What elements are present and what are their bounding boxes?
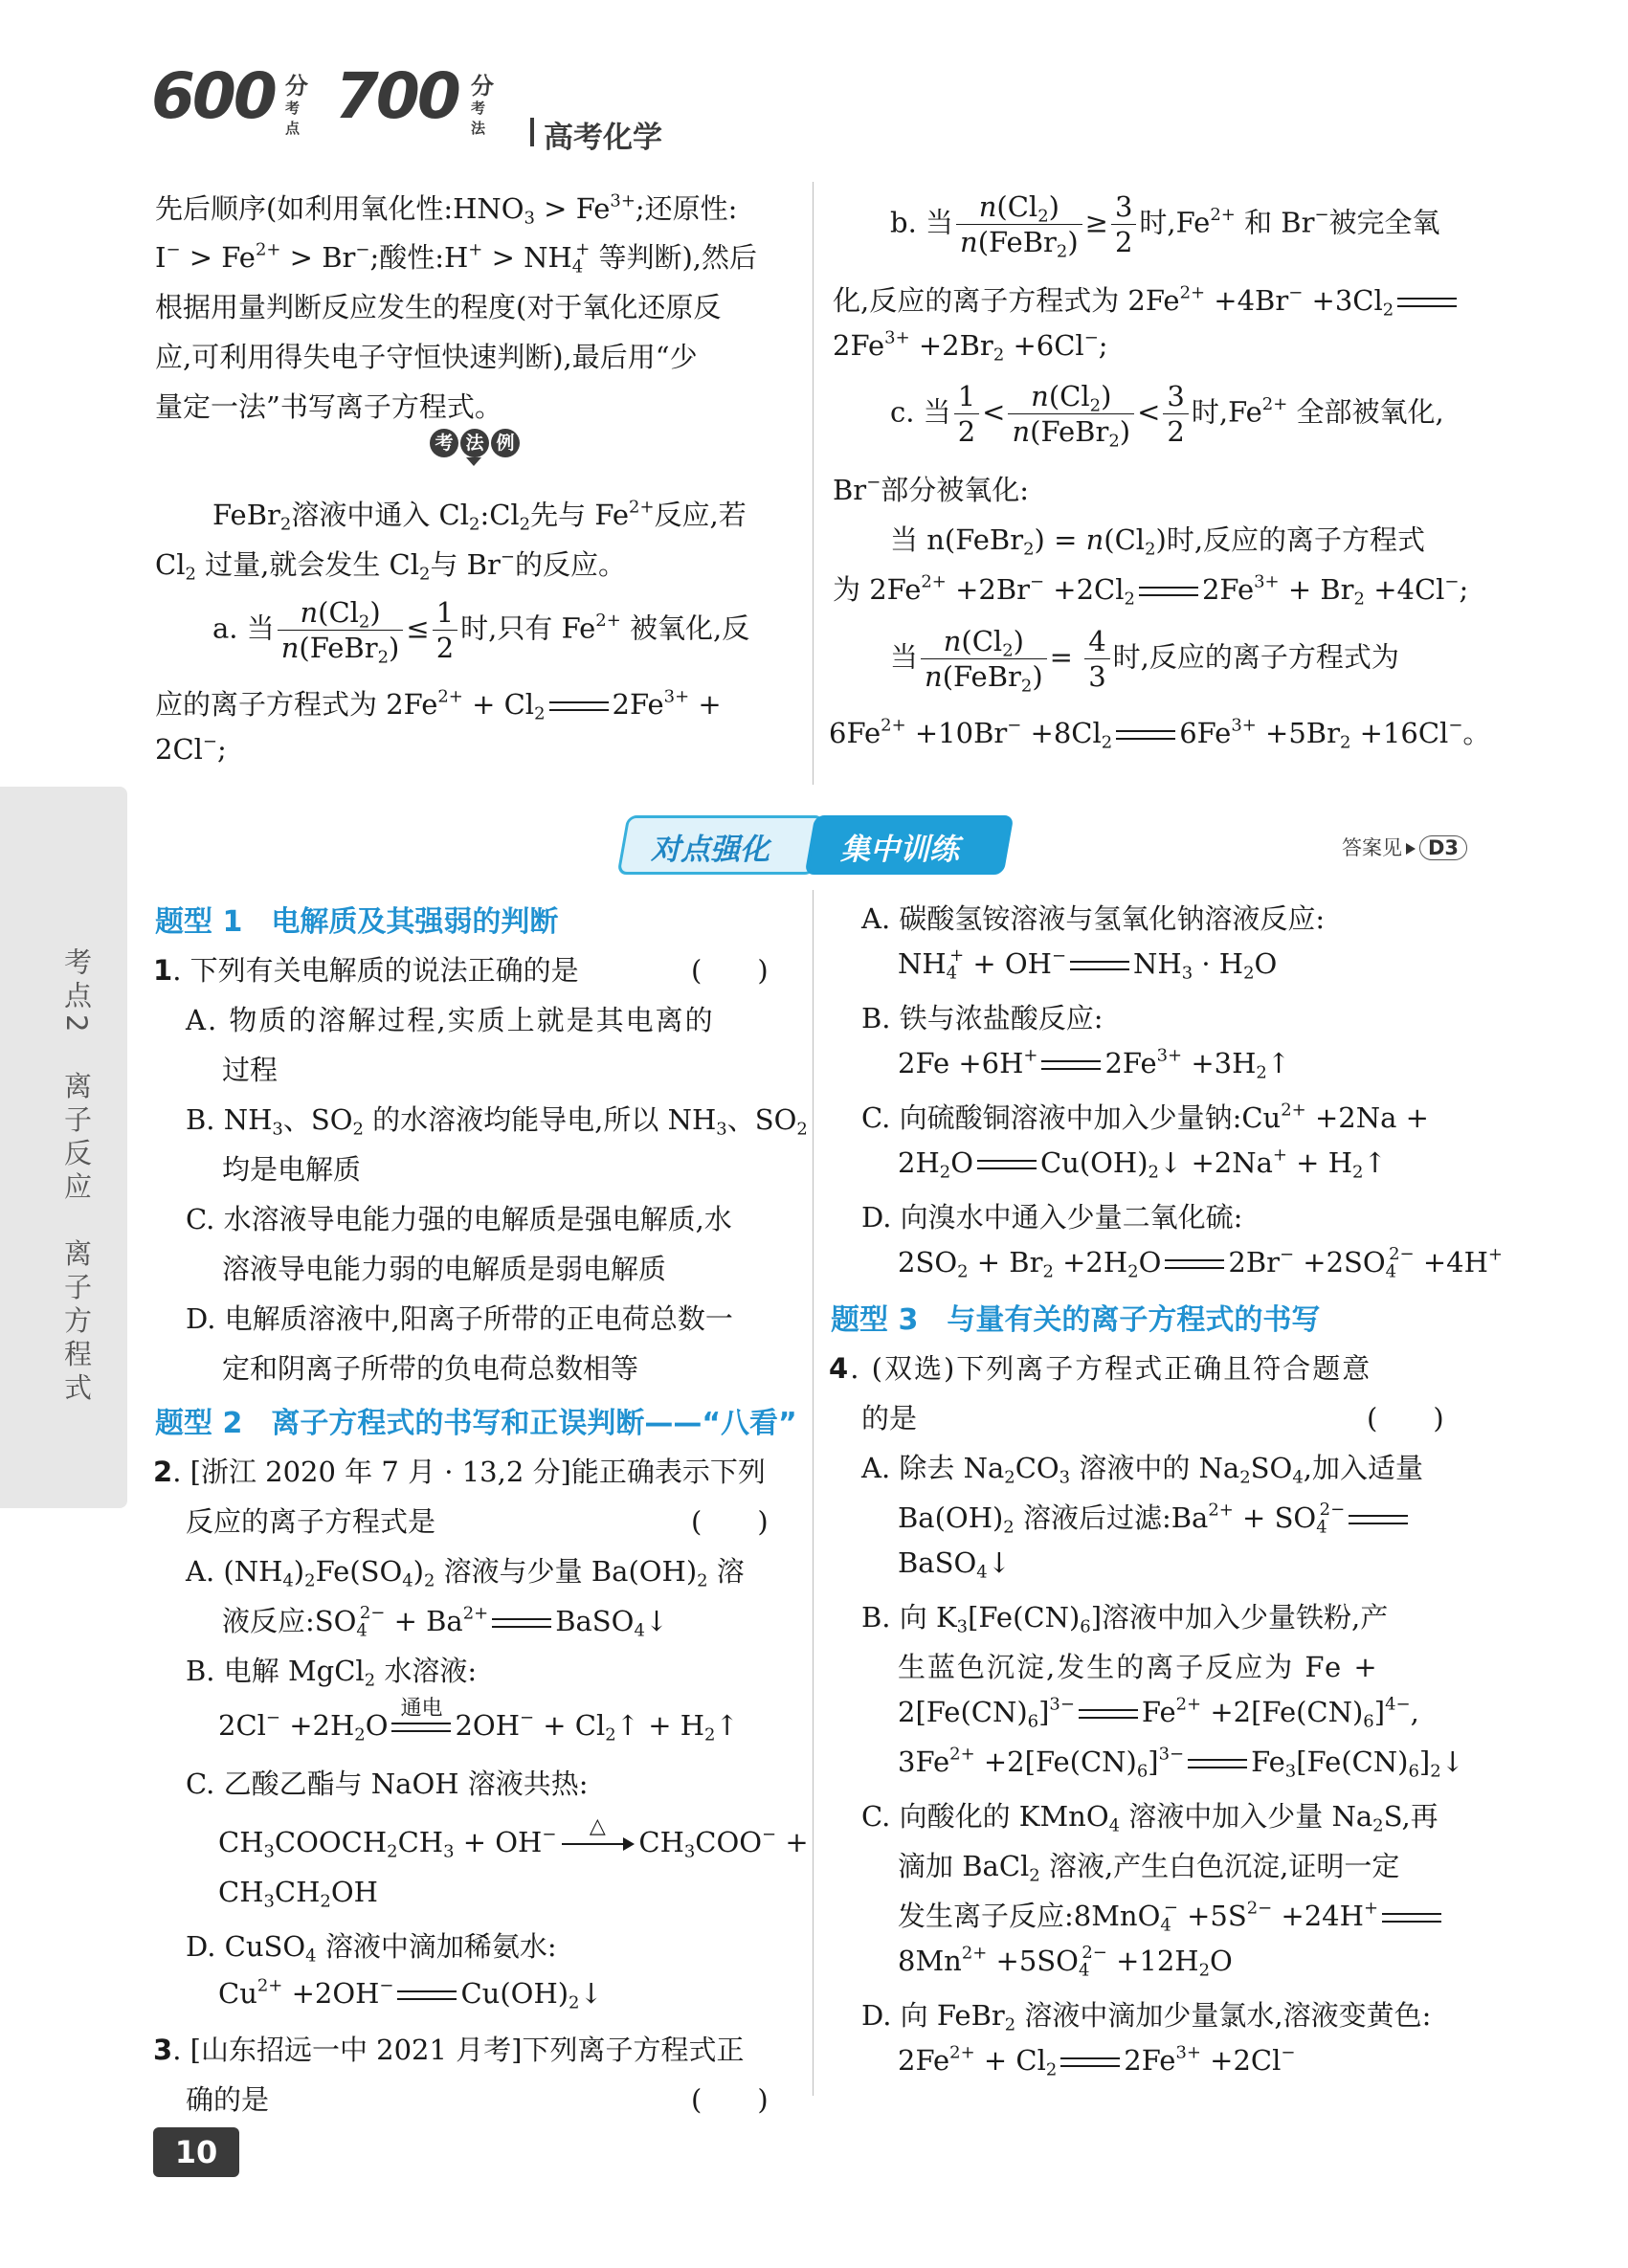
q3-option-c: C. 向硫酸铜溶液中加入少量钠$:Cu^{2+} +2Na$ + <box>861 1100 1429 1134</box>
column-divider-bottom <box>813 890 814 2096</box>
side-tab-label: 考点2 离子反应 离子方程式 <box>60 947 93 1407</box>
q1-stem: 1. 下列有关电解质的说法正确的是 <box>153 954 579 987</box>
q3-option-a-eq: $NH_4^+ + OH^-$ $NH_3 \cdot H_2O$ <box>898 945 1278 984</box>
q4-option-a-cont2: BaSO$_4$↓ <box>898 1546 1011 1583</box>
q1-option-c: C. 水溶液导电能力强的电解质是强电解质,水 <box>186 1203 732 1235</box>
q3-option-d: D. 向溴水中通入少量二氧化硫: <box>861 1201 1243 1234</box>
q1-option-b: B. $NH_3$、$SO_2$ 的水溶液均能导电,所以 $NH_3$、$SO_2$ <box>186 1103 808 1140</box>
section-heading-3: 题型 3 与量有关的离子方程式的书写 <box>831 1303 1321 1337</box>
q2-option-a-cont: 液反应$:SO_4^{2-} + Ba^{2+}$ BaSO$_4$↓ <box>222 1603 669 1641</box>
q2-option-c: C. 乙酸乙酯与 NaOH 溶液共热: <box>186 1768 589 1800</box>
q3-option-b: B. 铁与浓盐酸反应: <box>861 1002 1104 1034</box>
q4-option-b-eq1: $2[Fe(CN)_6]^{3-}$ $Fe^{2+} +2[Fe(CN)_6]^{4-}$, <box>898 1694 1419 1732</box>
answer-blank: ( ) <box>691 1505 769 1538</box>
q4-option-d: D. 向 FeBr$_2$ 溶液中滴加少量氯水,溶液变黄色: <box>861 1999 1432 2035</box>
item-b-line-3: $2Fe^{3+} +2Br_2 +6Cl^-$; <box>833 327 1108 366</box>
example-badge <box>429 429 521 465</box>
example-line-1: FeBr$_2$溶液中通入 $Cl_2:Cl_2$先与 $Fe^{2+}$反应,若 <box>212 497 747 535</box>
eq2-line-2: $6Fe^{2+} +10Br^- +8Cl_2$ $6Fe^{3+} +5Br_2 +16Cl^-$。 <box>829 715 1491 753</box>
eq1-line-1: 当 n(FeBr$_2$) = $n(Cl_2)$时,反应的离子方程式 <box>890 523 1426 560</box>
item-c-line-2: Br−部分被氧化: <box>833 472 1030 506</box>
q4-option-c: C. 向酸化的 KMnO$_4$ 溶液中加入少量 $Na_2S$,再 <box>861 1800 1438 1836</box>
item-b-line-1: b. 当 $\frac{n(Cl_2)}{n(FeBr_2)}$ ≥ $\frac{3}{2}$ 时$,Fe^{2+}$ 和 Br−被完全氧 <box>890 190 1440 262</box>
q4-option-a-cont: $Ba(OH)_2$ 溶液后过滤$:Ba^{2+} + SO_4^{2-}$ <box>898 1497 1412 1536</box>
section-heading-2: 题型 2 离子方程式的书写和正误判断——“八看” <box>155 1407 797 1440</box>
q4-option-d-eq: $2Fe^{2+} + Cl_2$ $2Fe^{3+} +2Cl^-$ <box>898 2042 1296 2080</box>
q4-option-b-eq2: $3Fe^{2+} +2[Fe(CN)_6]^{3-}$ $Fe_3[Fe(CN)_6]_2↓$ <box>898 1744 1464 1782</box>
q3-option-d-eq: $2SO_2 + Br_2 +2H_2O$ $2Br^- +2SO_4^{2-} +4H^+$ <box>898 1244 1503 1282</box>
column-divider-top <box>813 182 814 785</box>
q2-option-b: B. 电解 MgCl$_2$ 水溶液: <box>186 1655 478 1691</box>
q3-stem-2: 确的是 <box>186 2083 270 2116</box>
intro-line-2: $I^- > Fe^{2+} > Br^-$;酸性:H+ > $NH_4^+$ 等判断),然后 <box>155 239 758 278</box>
item-b-line-2: 化,反应的离子方程式为 $2Fe^{2+} +4Br^- +3Cl_2$ <box>833 279 1461 319</box>
triangle-icon <box>1406 843 1416 855</box>
q3-option-c-eq: $2H_2O$ $Cu(OH)_2↓ +2Na^+$ + $H_2↑$ <box>898 1145 1387 1183</box>
q2-option-d: D. CuSO$_4$ 溶液中滴加稀氨水: <box>186 1930 557 1967</box>
badge-char: 法 <box>460 429 489 457</box>
q4-option-b: B. 向 $K_3[Fe(CN)_6]$溶液中加入少量铁粉,产 <box>861 1601 1389 1637</box>
eq1-line-2: 为 $2Fe^{2+} +2Br^- +2Cl_2$ $2Fe^{3+} + Br_2 +4Cl^-$; <box>833 571 1469 610</box>
q2-option-c-eq: $CH_3COOCH_2CH_3 + OH^-$ △ $CH_3COO^-$ + <box>218 1814 809 1862</box>
answer-blank: ( ) <box>1367 1402 1444 1434</box>
item-a-line-3: 2Cl−; <box>155 731 227 766</box>
q1-option-a: A. 物质的溶解过程,实质上就是其电离的 <box>186 1004 715 1036</box>
brand-unit: 分 <box>285 73 308 100</box>
q2-option-a: A. $(NH_4)_2Fe(SO_4)_2$ 溶液与少量 $Ba(OH)_2$ 溶 <box>186 1555 745 1591</box>
q4-stem-2: 的是 <box>861 1402 918 1434</box>
page-number: 10 <box>153 2127 239 2177</box>
q4-stem-1: 4. (双选)下列离子方程式正确且符合题意 <box>829 1352 1372 1385</box>
intro-line-3: 根据用量判断反应发生的程度(对于氧化还原反 <box>155 291 722 323</box>
q3-option-a: A. 碳酸氢铵溶液与氢氧化钠溶液反应: <box>861 902 1326 935</box>
q4-option-a: A. 除去 $Na_2CO_3$ 溶液中的 $Na_2SO_4$,加入适量 <box>861 1452 1423 1488</box>
banner-left-text: 对点强化 <box>651 833 769 867</box>
item-c-line-1: c. 当 $\frac{1}{2}$ < $\frac{n(Cl_2)}{n(FeBr_2)}$ < $\frac{3}{2}$ 时$,Fe^{2+}$ 全部被氧化, <box>890 380 1444 452</box>
intro-line-1: 先后顺序(如利用氧化性$:HNO_3 > Fe^{3+}$;还原性: <box>155 190 738 229</box>
brand-tag: 考法 <box>471 100 486 137</box>
q1-option-d-cont: 定和阴离子所带的负电荷总数相等 <box>222 1352 639 1385</box>
q4-option-c-eq: 发生离子反应:8MnO$_4$− $+5S^{2-} +24H^+$ <box>898 1895 1445 1934</box>
brand-number-700: 700 <box>335 59 458 133</box>
practice-banner <box>622 815 1005 873</box>
q2-option-c-eq-cont: $CH_3CH_2OH$ <box>218 1876 378 1912</box>
example-line-2: $Cl_2$ 过量,就会发生 $Cl_2$与 Br−的反应。 <box>155 546 626 585</box>
q4-option-b-cont: 生蓝色沉淀,发生的离子反应为 Fe + <box>898 1651 1379 1683</box>
answer-reference: 答案见 D3 <box>1342 833 1467 861</box>
brand-tag: 考点 <box>285 100 301 137</box>
item-a-line-1: a. 当 $\frac{n(Cl_2)}{n(FeBr_2)}$ ≤ $\frac{1}{2}$ 时,只有 $Fe^{2+}$ 被氧化,反 <box>212 596 750 668</box>
answer-blank: ( ) <box>691 2083 769 2116</box>
eq2-line-1: 当 $\frac{n(Cl_2)}{n(FeBr_2)}$ = $\frac{4}{3}$ 时,反应的离子方程式为 <box>890 625 1399 697</box>
item-a-line-2: 应的离子方程式为 $2Fe^{2+} + Cl_2$ $2Fe^{3+}$ + <box>155 686 722 724</box>
q3-stem-1: 3. [山东招远一中 2021 月考]下列离子方程式正 <box>153 2034 745 2066</box>
subject-title: 高考化学 <box>544 113 662 156</box>
q2-stem-1: 2. [浙江 2020 年 7 月 · 13,2 分]能正确表示下列 <box>153 1456 766 1488</box>
answer-code: D3 <box>1419 835 1467 860</box>
section-heading-1: 题型 1 电解质及其强弱的判断 <box>155 905 559 939</box>
brand-unit: 分 <box>471 73 494 100</box>
q4-option-c-cont: 滴加 BaCl$_2$ 溶液,产生白色沉淀,证明一定 <box>898 1850 1400 1886</box>
q1-option-b-cont: 均是电解质 <box>222 1153 362 1186</box>
brand-number-600: 600 <box>151 59 275 133</box>
badge-char: 考 <box>430 429 458 457</box>
q1-option-a-cont: 过程 <box>222 1054 279 1086</box>
badge-char: 例 <box>491 429 520 457</box>
q4-option-c-eq-cont: $8Mn^{2+} +5SO_4^{2-} +12H_2O$ <box>898 1943 1233 1981</box>
q1-option-d: D. 电解质溶液中,阳离子所带的正电荷总数一 <box>186 1302 733 1335</box>
intro-line-5: 量定一法”书写离子方程式。 <box>155 390 502 423</box>
q2-option-b-eq: $2Cl^- +2H_2O$ 通电 $2OH^- + Cl_2↑$ + $H_2↑$ <box>218 1697 739 1745</box>
intro-line-4: 应,可利用得失电子守恒快速判断),最后用“少 <box>155 341 698 373</box>
q1-option-c-cont: 溶液导电能力弱的电解质是弱电解质 <box>222 1253 667 1285</box>
q2-option-d-eq: $Cu^{2+} +2OH^-$ $Cu(OH)_2↓$ <box>218 1975 603 2013</box>
q2-stem-2: 反应的离子方程式是 <box>186 1505 436 1538</box>
answer-blank: ( ) <box>691 954 769 987</box>
banner-right-text: 集中训练 <box>840 833 959 867</box>
q3-option-b-eq: 2Fe +6H+ $2Fe^{3+}$ $+3H_2↑$ <box>898 1045 1291 1083</box>
